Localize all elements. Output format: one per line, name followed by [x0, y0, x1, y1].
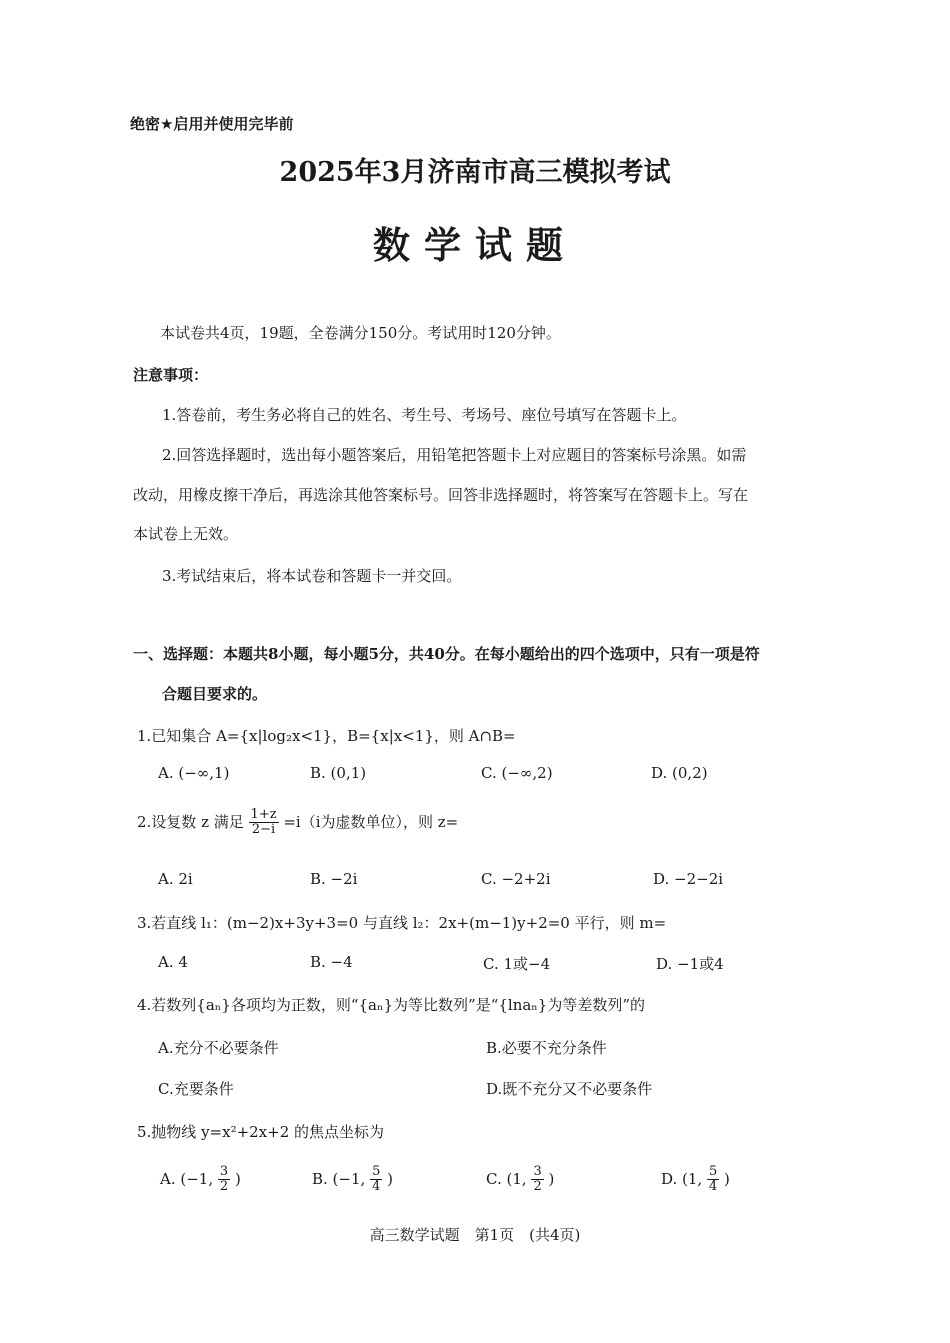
- question-5-option-b-denominator: 4: [372, 1179, 381, 1195]
- section-1-heading-cont: 合题目要求的。: [162, 685, 268, 703]
- question-5-option-a-post: ): [234, 1169, 241, 1188]
- question-2-stem: [137, 808, 458, 838]
- confidential-mark: 绝密★启用并使用完毕前: [130, 115, 294, 133]
- question-5-option-a-numerator: 3: [219, 1164, 229, 1179]
- question-5-option-c-denominator: 2: [533, 1179, 542, 1195]
- question-1-option-a: A. (−∞,1): [158, 764, 230, 782]
- notice-item-1: 1.答卷前，考生务必将自己的姓名、考生号、考场号、座位号填写在答题卡上。: [162, 406, 687, 424]
- question-5-option-c-numerator: 3: [533, 1164, 542, 1179]
- question-2-fraction: [249, 808, 279, 838]
- question-3-option-c: C. 1或−4: [483, 955, 551, 973]
- question-5-option-a-pre: A. (−1,: [160, 1169, 214, 1188]
- question-5-option-c-fraction: [531, 1165, 543, 1195]
- question-5-option-d-post: ): [724, 1169, 730, 1188]
- question-5-option-a-denominator: 2: [219, 1179, 229, 1195]
- question-2-option-b: B. −2i: [310, 870, 358, 888]
- question-5-option-a-fraction: [218, 1165, 230, 1195]
- exam-title: 2025年3月济南市高三模拟考试: [279, 157, 671, 188]
- question-5-option-b-pre: B. (−1,: [312, 1169, 366, 1188]
- question-1-stem: 1.已知集合 A={x|log₂x<1}，B={x|x<1}，则 A∩B=: [137, 727, 516, 745]
- page-footer: 高三数学试题 第1页 (共4页): [369, 1226, 581, 1244]
- section-1-heading: 一、选择题：本题共8小题，每小题5分，共40分。在每小题给出的四个选项中，只有一项是符: [133, 645, 760, 663]
- question-5-option-a: [160, 1165, 241, 1195]
- question-2-stem-post: =i（i为虚数单位），则 z=: [283, 812, 459, 831]
- question-4-option-a: A.充分不必要条件: [158, 1039, 279, 1057]
- question-2-fraction-denominator: 2−i: [251, 822, 276, 838]
- intro-text: 本试卷共4页，19题，全卷满分150分。考试用时120分钟。: [160, 324, 561, 342]
- question-1-option-b: B. (0,1): [310, 764, 367, 782]
- question-5-stem: 5.抛物线 y=x²+2x+2 的焦点坐标为: [137, 1123, 385, 1141]
- notice-item-2-line-3: 本试卷上无效。: [133, 525, 239, 543]
- question-5-option-d-pre: D. (1,: [661, 1169, 703, 1188]
- question-1-option-d: D. (0,2): [651, 764, 708, 782]
- question-4-option-c: C.充要条件: [158, 1080, 234, 1098]
- question-2-option-c: C. −2+2i: [481, 870, 551, 888]
- question-3-stem: 3.若直线 l₁：(m−2)x+3y+3=0 与直线 l₂：2x+(m−1)y+2=0 平行，则 m=: [137, 914, 667, 932]
- question-5-option-d-numerator: 5: [708, 1164, 718, 1179]
- notice-item-2-line-1: 2.回答选择题时，选出每小题答案后，用铅笔把答题卡上对应题目的答案标号涂黑。如需: [162, 446, 747, 464]
- question-4-option-d: D.既不充分又不必要条件: [486, 1080, 653, 1098]
- question-5-option-b-post: ): [387, 1169, 393, 1188]
- question-5-option-d: [661, 1165, 730, 1195]
- question-5-option-d-denominator: 4: [708, 1179, 718, 1195]
- question-3-option-b: B. −4: [310, 953, 353, 971]
- question-5-option-c-pre: C. (1,: [486, 1169, 527, 1188]
- subject-title: 数学试题: [373, 223, 577, 267]
- question-5-option-b: [312, 1165, 393, 1195]
- question-2-option-d: D. −2−2i: [653, 870, 724, 888]
- question-4-stem: 4.若数列{aₙ}各项均为正数，则“{aₙ}为等比数列”是“{lnaₙ}为等差数列”的: [137, 996, 646, 1014]
- notice-heading: 注意事项：: [133, 366, 209, 384]
- question-4-option-b: B.必要不充分条件: [486, 1039, 607, 1057]
- question-5-option-b-numerator: 5: [372, 1164, 381, 1179]
- question-5-option-c-post: ): [548, 1169, 555, 1188]
- question-3-option-a: A. 4: [158, 953, 188, 971]
- notice-item-2-line-2: 改动，用橡皮擦干净后，再选涂其他答案标号。回答非选择题时，将答案写在答题卡上。写在: [133, 486, 749, 504]
- question-3-option-d: D. −1或4: [656, 955, 724, 973]
- question-2-fraction-numerator: 1+z: [250, 807, 277, 822]
- question-1-option-c: C. (−∞,2): [481, 764, 553, 782]
- question-2-option-a: A. 2i: [158, 870, 193, 888]
- question-5-option-c: [486, 1165, 554, 1195]
- notice-item-3: 3.考试结束后，将本试卷和答题卡一并交回。: [162, 567, 462, 585]
- question-5-option-b-fraction: [370, 1165, 382, 1195]
- question-2-stem-pre: 2.设复数 z 满足: [137, 812, 244, 831]
- question-5-option-d-fraction: [707, 1165, 719, 1195]
